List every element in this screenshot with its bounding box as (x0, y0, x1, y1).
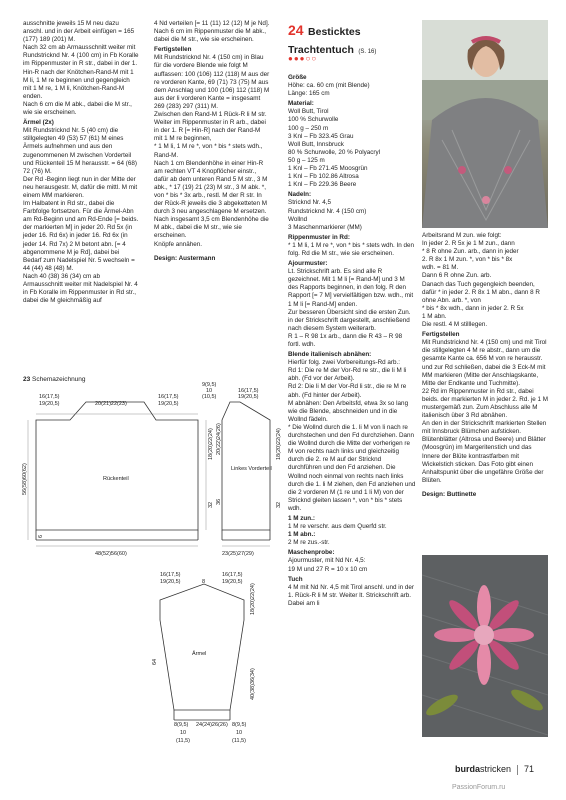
dim-label: 16(17,5) (39, 394, 60, 400)
paragraph: Rippenmuster in Rd: * 1 M li, 1 M re *, von * bis * stets wdh. In den folg. Rd die M str., wie sie erscheinen. (288, 233, 414, 257)
difficulty-rating: ●●●○○ (288, 54, 318, 63)
dim-label: 40(38)36(34) (250, 668, 256, 700)
dim-label: 20(21)22(23) (95, 401, 127, 407)
dim-label: 48(52)56(60) (95, 551, 127, 557)
paragraph: Ärmel (2x) Mit Rundstricknd Nr. 5 (40 cm) die stillgelegten 49 (53) 57 (61) M eines Ärmels aufnehmen und aus den zugenommenen M zwischen Vorderteil und Rückenteil 15 M herausstr. = 64 (68) 72 (76) M. Der Rd -Beginn liegt nun in der Mitte der neu herausgestr. M, dafür die mittl. M mit einem MM markieren. Im Halbatent in Rd str., dabei die Farbfolge fortsetzen. Für die Ärmel-Abn am Rd-Beginn und am Rd-Ende [= beids. der markierten M] in jeder 20. Rd 5x (in jeder 16. Rd 6x) in jeder 16. Rd 6x (in jeder 14. Rd 7x) 2 M betont abn. [= 4 abgenommene M je Rd], dabei bei Bedarf zum Nadelspiel Nr. 5 wechseln = 44 (44) 48 (48) M. Nach 40 (38) 36 (34) cm ab Armausschnitt weiter mit Nadelspiel Nr. 4 in Fb Koralle im Rippenmuster in Rd str., dabei die M gleichmäßig auf (23, 119, 139, 305)
dim-label: 18(20)22(24) (208, 428, 214, 460)
text-column-2 (154, 20, 270, 265)
paragraph: Arbeitsrand M zun. wie folgt: In jeder 2. R 5x je 1 M zun., dann * 8 R ohne Zun. arb., dann in jeder 2. R 8x 1 M zun. *, von * bis * 8x wdh. = 81 M. Dann 6 R ohne Zun. arb. Danach das Tuch gegengleich beenden, dafür * in jeder 2. R 8x 1 M abn., dann 8 R ohne Abn. arb. *, von * bis * 8x wdh., dann in jeder 2. R 5x 1 M abn. Die restl. 4 M stilllegen. (422, 232, 540, 329)
text-column-3 (288, 74, 416, 610)
paragraph: Blende italienisch abnähen: Hierfür folg. zwei Vorbereitungs-Rd arb.: (288, 351, 400, 367)
paragraph: Größe Höhe: ca. 60 cm (mit Blende) Länge: 165 cm (288, 74, 370, 98)
page-number: 71 (524, 764, 535, 774)
dim-label: 64 (152, 658, 158, 665)
paragraph: Ajourmuster: Lt. Strickschrift arb. Es sind alle R gezeichnet. Mit 1 M li [= Rand-M] und 3 M des Rapports beginnen, in den folg. R den Rapport [= 7 M] vervielfältigen bzw. wdh., mit 1 M li [= Rand-M] enden. Zur besseren Übersicht sind die ersten Zun. in der Strickschrift dargestellt, anschließend nach diesem System weiterarb. R 1 – R 98 1x arb., dann die R 43 – R 98 fortl. wdh. (288, 260, 414, 348)
article-title-text: Besticktes Trachtentuch (288, 26, 361, 56)
dim-label: 8(9,5) (232, 722, 247, 728)
schematic-drawings (0, 380, 290, 760)
paragraph: Fertigstellen Mit Rundstricknd Nr. 4 (150 cm) und mit Tirol die stillgelegten 4 M re abstr., dann um die gesamte Kante ca. 656 M von re herausstr. und zur Rd schließen, dabei die 3 Eck-M mit MM markieren (Mitte der Anschlagskante, Mitte der Endkante und Tuchmitte). 22 Rd im Rippenmuster in Rd str., dabei beids. der markierten M in jeder 2. Rd. je 1 M mustergemäß zun. Zum Abschluss alle M italienisch über 3 Rd abnähen. An den in der Strickschrift markierten Stellen mit Innsbruck Blümchen aufsticken. Blütenblätter (Altrosa und Beere) und Blätter (Moosgrün) im Margeritenstich und das Innere der Blüte kontrastfarben mit Wickelstich sticken. Das Foto gibt einen Anhaltspunkt über die ungefähre Größe der Blüten. (422, 331, 548, 484)
dim-label: 56(58)60(62) (22, 463, 28, 495)
flower-illustration (422, 555, 548, 737)
paragraph: Material: Woll Butt, Tirol 100 % Schurwolle 100 g – 250 m 3 Knl – Fb 323.45 Grau Woll Butt, Innsbruck 80 % Schurwolle, 20 % Polyacryl 50 g – 125 m 1 Knl – Fb 271.45 Moosgrün 1 Knl – Fb 102.86 Altrosa 1 Knl – Fb 229.36 Beere (288, 100, 381, 189)
sleeve-piece (152, 572, 256, 744)
piece-label: Rückenteil (103, 476, 129, 482)
piece-label: Ärmel (192, 651, 207, 657)
dim-label: 19(20,5) (39, 401, 60, 407)
dim-label: 32 (208, 501, 214, 508)
dim-label: 23(25)27(29) (222, 551, 254, 557)
dim-label: 24(24)26(26) (196, 722, 228, 728)
dim-label: 16(17,5) (158, 394, 179, 400)
dim-label: 6 (38, 534, 44, 538)
paragraph: 1 M zun.: 1 M re verschr. aus dem Querfd str. (288, 514, 387, 531)
paragraph: Rd 1: Die re M der Vor-Rd re str., die li M li abh. (Fd vor der Arbeit). Rd 2: Die li M der Vor-Rd li str., die re M re abh. (Fd hinter der Arbeit). M abnähen: Den Arbeitsfd, etwa 3x so lang wie die Blende, abschneiden und in die Wollnd fädeln. * Die Wollnd durch die 1. li M von li nach re durchstechen und den Fd durchziehen. Dann die Wollnd durch die Mitte der vorherigen re M von rechts nach links und gleichzeitig durch die 2. re M auf der Stricknd durchführen und den Fd anziehen. Die Wollnd noch einmal von rechts nach links durch die 1. li M ziehen, den Fd anziehen und die 2 vorderen M (1 re und 1 li M) von der Stricknd gleiten lassen *, von * bis * stets wdh. (288, 367, 416, 512)
dim-label: 32 (276, 501, 282, 508)
dim-label: (11,5) (232, 738, 246, 744)
dim-label: (10,5) (202, 394, 217, 400)
product-photo-woman (422, 20, 548, 228)
article-title (288, 22, 418, 58)
front-piece (202, 382, 282, 557)
watermark: PassionForum.ru (452, 784, 506, 791)
page-footer (455, 764, 534, 775)
dim-label: 16(17,5) (160, 572, 181, 578)
text-column-1 (23, 20, 139, 307)
divider (517, 765, 518, 775)
dim-label: 16(17,5) (238, 388, 259, 394)
dim-label: 36 (216, 498, 222, 505)
paragraph: Maschenprobe: Ajourmuster, mit Nd Nr. 4,5: 19 M und 27 R = 10 x 10 cm (288, 549, 368, 573)
dim-label: 8(9,5) (174, 722, 189, 728)
dim-label: 10 (206, 388, 213, 394)
page-reference: (S. 16) (358, 49, 377, 55)
dim-label: 19(20,5) (160, 579, 181, 585)
article-number: 24 (288, 22, 304, 38)
dim-label: 18(20)22(24) (250, 583, 256, 615)
paragraph: Fertigstellen Mit Rundstricknd Nr. 4 (150 cm) in Blau für die vordere Blende wie folgt M auffassen: 100 (106) 112 (118) M aus der re vorderen Kante, 69 (71) 73 (75) M aus dem Anschlag und 100 (106) 112 (118) M aus der li vorderen Kante = insgesamt 269 (283) 297 (311) M. Zwischen den Rand-M 1 Rück-R li M str. Weiter im Rippenmuster in R arb., dabei in der 1. R [= Hin-R] nach der Rand-M mit 1 M re beginnen, * 1 M li, 1 M re *, von * bis * stets wdh., Rand-M. Nach 1 cm Blendenhöhe in einer Hin-R am rechten VT 4 Knopflöcher einstr., dafür ab dem unteren Rand 5 M str., 3 M abk., * 17 (19) 21 (23) M str., 3 M abk. *, von * bis * 3x arb., restl. M der R str. In der Rück-R jeweils die 3 abgeketteten M durch 3 neu angeschlagene M ersetzen. Nach insgesamt 3,5 cm Blendenhöhe die M abk., dabei die M str., wie sie erscheinen. Knöpfe annähen. (154, 46, 270, 248)
brand-name: burda (455, 764, 481, 774)
photo-illustration (422, 20, 548, 228)
design-credit: Design: Austermann (154, 254, 216, 262)
dim-label: 8 (202, 579, 206, 585)
text-column-4 (422, 232, 548, 501)
dim-label: 19(20,5) (222, 579, 243, 585)
piece-label: Linkes Vorderteil (231, 466, 272, 472)
paragraph: Tuch 4 M mit Nd Nr. 4,5 mit Tirol anschl. und in der 1. Rück-R li M str. Weiter lt. Strickschrift arb. Dabei am li (288, 575, 414, 607)
dim-label: 19(20,5) (238, 394, 259, 400)
paragraph: Nadeln: Stricknd Nr. 4,5 Rundstricknd Nr. 4 (150 cm) Wollnd 3 Maschenmarkierer (MM) (288, 191, 367, 231)
dim-label: 20(22)24(26) (216, 423, 222, 455)
paragraph: 4 Nd verteilen [= 11 (11) 12 (12) M je Nd]. Nach 6 cm im Rippenmuster die M abk., dabei die M str., wie sie erscheinen. (154, 20, 270, 44)
dim-label: 10 (180, 730, 187, 736)
paragraph: ausschnitte jeweils 15 M neu dazu anschl. und in der Arbeit einfügen = 165 (177) 189 (201) M. Nach 32 cm ab Armausschnitt weiter mit Rundstricknd Nr. 4 (100 cm) in Fb Koralle im Rippenmuster in R str., dabei in der 1. Hin-R nach der Knötchen-Rand-M mit 1 M li, 1 M re beginnen und gegengleich mit 1 M re, 1 M li, Knötchen-Rand-M enden. Nach 6 cm die M abk., dabei die M str., wie sie erscheinen. (23, 20, 139, 117)
design-credit: Design: Buttinette (422, 490, 477, 498)
schematic-title: 23 Schemazeichnung (23, 376, 86, 383)
detail-photo-flower (422, 555, 548, 737)
brand-suffix: stricken (480, 764, 512, 774)
dim-label: (11,5) (176, 738, 190, 744)
dim-label: 16(17,5) (222, 572, 243, 578)
dim-label: 9(9,5) (202, 382, 217, 388)
dim-label: 10 (236, 730, 243, 736)
paragraph: 1 M abn.: 2 M re zus.-str. (288, 531, 330, 547)
dim-label: 18(20)22(24) (276, 428, 282, 460)
dim-label: 19(20,5) (158, 401, 179, 407)
back-piece (22, 394, 214, 557)
